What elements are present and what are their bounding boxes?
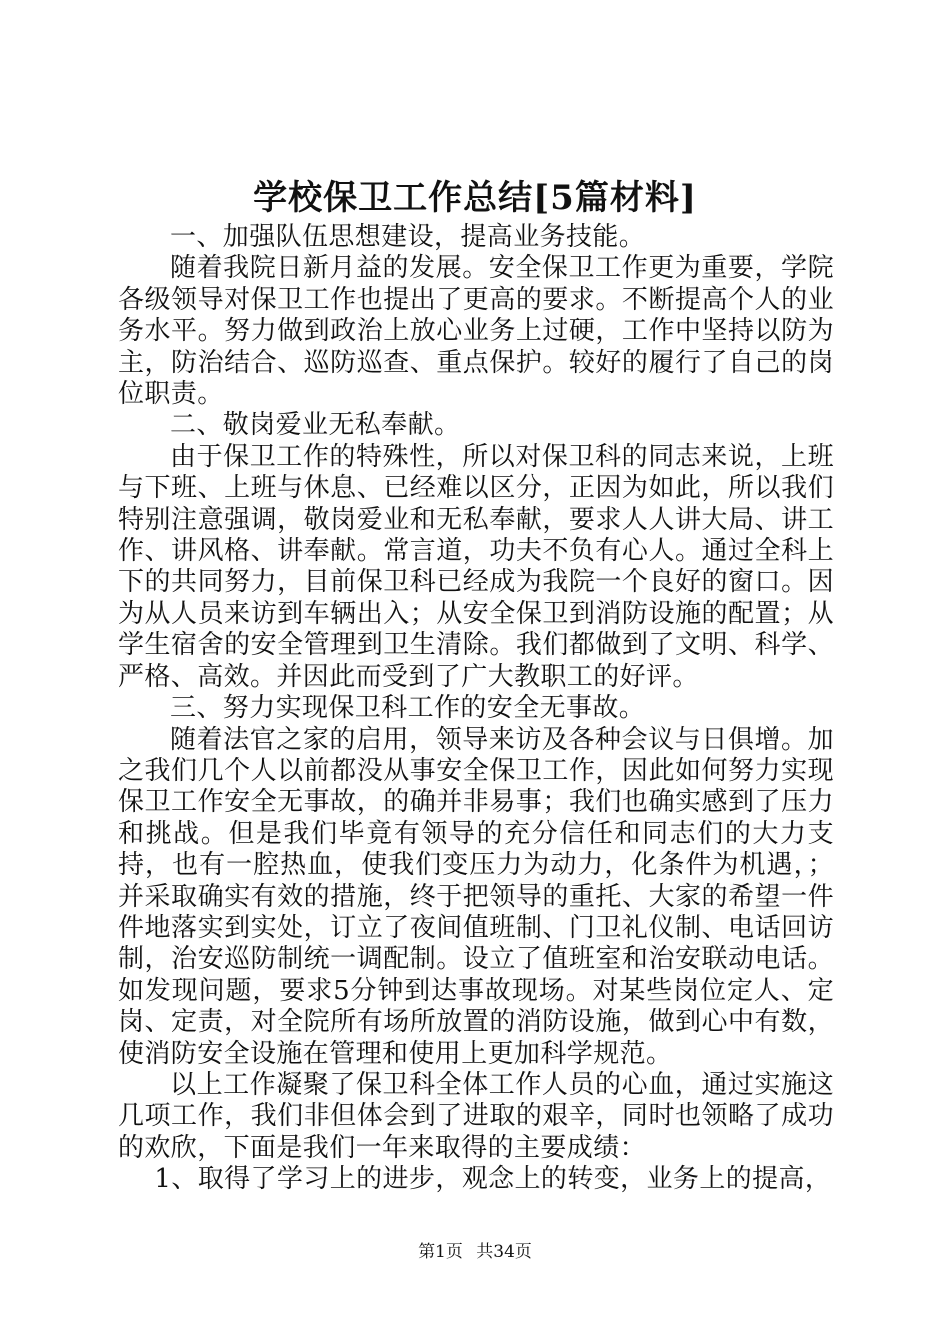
section-heading-2: 二、敬岗爱业无私奉献。	[170, 410, 461, 441]
paragraph-3: 随着法官之家的启用，领导来访及各种会议与日俱增。加之我们几个人以前都没从事安全保卫工作，因此如何努力实现保卫工作安全无事故，的确并非易事；我们也确实感到了压力和挑战。但是我们毕竟有领导的充分信任和同志们的大力支持，也有一腔热血，使我们变压力为动力，化条件为机遇，；并采取确实有效的措施，终于把领导的重托、大家的希望一件件地落实到实处，订立了夜间值班制、门卫礼仪制、电话回访制，治安巡防制统一调配制。设立了值班室和治安联动电话。如发现问题，要求5分钟到达事故现场。对某些岗位定人、定岗、定责，对全院所有场所放置的消防设施，做到心中有数，使消防安全设施在管理和使用上更加科学规范。	[118, 724, 834, 1069]
document-title: 学校保卫工作总结[5篇材料]	[253, 178, 697, 218]
paragraph-1: 随着我院日新月益的发展。安全保卫工作更为重要，学院各级领导对保卫工作也提出了更高的要求。不断提高个人的业务水平。努力做到政治上放心业务上过硬，工作中坚持以防为主，防治结合、巡防巡查、重点保护。较好的履行了自己的岗位职责。	[118, 253, 834, 410]
list-item-1: 1、取得了学习上的进步，观念上的转变，业务上的提高，	[154, 1164, 832, 1195]
page-total: 共34页	[476, 1242, 532, 1262]
document-body	[118, 222, 834, 1196]
paragraph-2: 由于保卫工作的特殊性，所以对保卫科的同志来说，上班与下班、上班与休息、已经难以区分，正因为如此，所以我们特别注意强调，敬岗爱业和无私奉献，要求人人讲大局、讲工作、讲风格、讲奉献。常言道，功夫不负有心人。通过全科上下的共同努力，目前保卫科已经成为我院一个良好的窗口。因为从人员来访到车辆出入；从安全保卫到消防设施的配置；从学生宿舍的安全管理到卫生清除。我们都做到了文明、科学、严格、高效。并因此而受到了广大教职工的好评。	[118, 441, 834, 692]
paragraph-4: 以上工作凝聚了保卫科全体工作人员的心血，通过实施这几项工作，我们非但体会到了进取的艰辛，同时也领略了成功的欢欣，下面是我们一年来取得的主要成绩：	[118, 1069, 834, 1163]
page-number: 第1页	[418, 1242, 463, 1262]
page-footer	[0, 1241, 950, 1263]
section-heading-3: 三、努力实现保卫科工作的安全无事故。	[170, 693, 646, 724]
section-heading-1: 一、加强队伍思想建设，提高业务技能。	[170, 222, 646, 252]
